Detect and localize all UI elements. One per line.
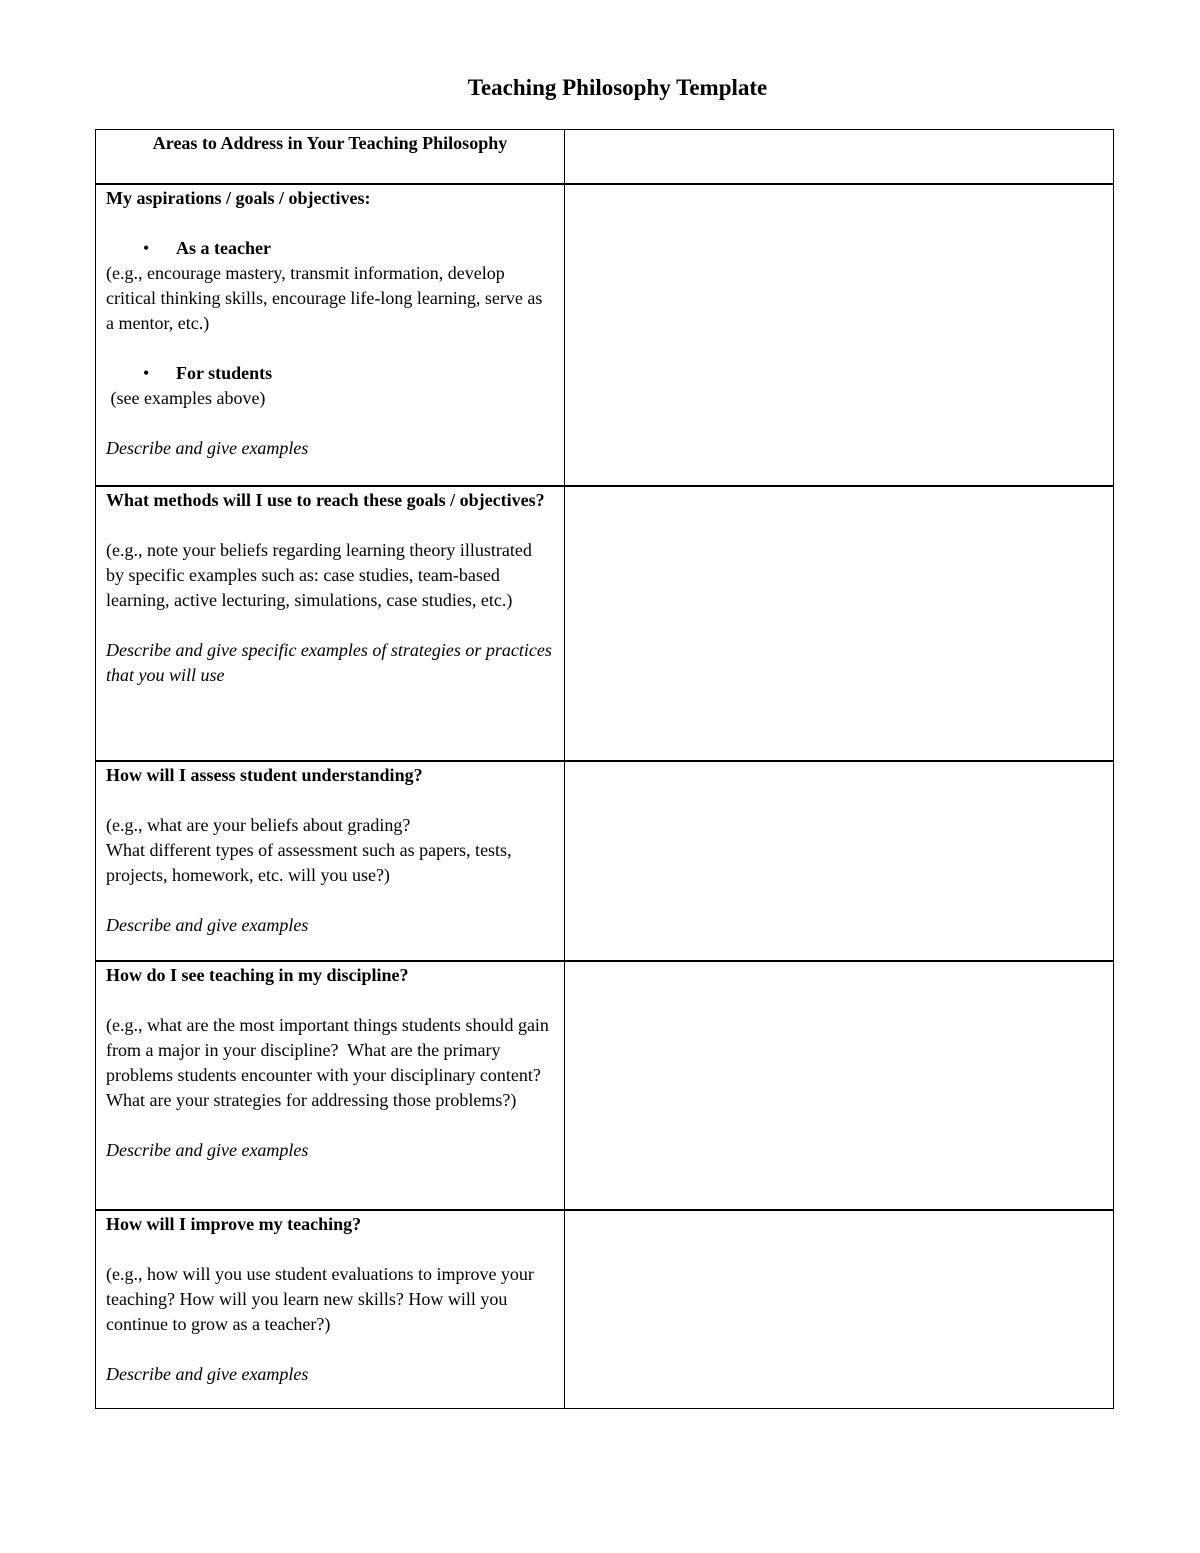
instruction-methods: Describe and give specific examples of strategies or practices that you will use <box>106 640 552 685</box>
answer-area[interactable] <box>565 185 1113 485</box>
spacer <box>106 1113 554 1138</box>
header-answer-cell[interactable] <box>565 130 1114 185</box>
answer-area[interactable] <box>565 962 1113 1209</box>
example-as-a-teacher: (e.g., encourage mastery, transmit information, develop critical thinking skills, encourage life-long learning, serve as a mentor, etc.) <box>106 263 543 333</box>
spacer <box>106 336 554 361</box>
example-improve: (e.g., how will you use student evaluations to improve your teaching? How will you learn new skills? How will you continue to grow as a teacher?) <box>106 1264 534 1334</box>
bullet-icon: • <box>143 238 150 258</box>
spacer <box>106 211 554 236</box>
instruction-improve: Describe and give examples <box>106 1364 309 1384</box>
table-header-cell: Areas to Address in Your Teaching Philosophy <box>96 130 565 185</box>
spacer <box>106 411 554 436</box>
answer-cell-discipline[interactable] <box>565 961 1114 1210</box>
answer-cell-assessment[interactable] <box>565 761 1114 961</box>
spacer <box>106 888 554 913</box>
instruction-goals: Describe and give examples <box>106 438 309 458</box>
teaching-philosophy-table <box>95 129 1114 1409</box>
bullet-label: For students <box>176 363 273 383</box>
prompt-cell-methods <box>96 486 565 761</box>
answer-cell-goals[interactable] <box>565 184 1114 486</box>
question-discipline: How do I see teaching in my discipline? <box>106 965 409 985</box>
answer-area[interactable] <box>565 1211 1113 1408</box>
example-discipline: (e.g., what are the most important things students should gain from a major in your discipline? What are the primary problems students encounter with your disciplinary content? What are your strategies for addressing those problems?) <box>106 1015 554 1110</box>
spacer <box>106 1337 554 1362</box>
prompt-cell-assessment <box>96 761 565 961</box>
table-row <box>96 961 1114 1210</box>
spacer <box>106 1237 554 1262</box>
instruction-discipline: Describe and give examples <box>106 1140 309 1160</box>
page-title: Teaching Philosophy Template <box>467 75 768 100</box>
question-assessment: How will I assess student understanding? <box>106 765 423 785</box>
bullet-for-students <box>106 361 554 386</box>
prompt-cell-goals <box>96 184 565 486</box>
spacer <box>106 988 554 1013</box>
table-row <box>96 1210 1114 1409</box>
answer-area[interactable] <box>565 130 1113 183</box>
spacer <box>106 613 554 638</box>
spacer <box>106 788 554 813</box>
answer-area[interactable] <box>565 762 1113 960</box>
question-goals: My aspirations / goals / objectives: <box>106 188 371 208</box>
example-assessment-line2: What different types of assessment such as papers, tests, projects, homework, etc. will you use?) <box>106 840 512 885</box>
example-for-students: (see examples above) <box>106 388 266 408</box>
table-row <box>96 486 1114 761</box>
question-improve: How will I improve my teaching? <box>106 1214 362 1234</box>
spacer <box>106 513 554 538</box>
answer-cell-improve[interactable] <box>565 1210 1114 1409</box>
instruction-assessment: Describe and give examples <box>106 915 309 935</box>
question-methods: What methods will I use to reach these goals / objectives? <box>106 490 545 510</box>
bullet-icon: • <box>143 363 150 383</box>
bullet-as-a-teacher <box>106 236 554 261</box>
table-header-row <box>96 130 1114 185</box>
answer-area[interactable] <box>565 487 1113 760</box>
bullet-label: As a teacher <box>176 238 271 258</box>
example-assessment-line1: (e.g., what are your beliefs about grading? <box>106 815 411 835</box>
table-row <box>96 761 1114 961</box>
prompt-cell-discipline <box>96 961 565 1210</box>
prompt-cell-improve <box>96 1210 565 1409</box>
answer-cell-methods[interactable] <box>565 486 1114 761</box>
table-row <box>96 184 1114 486</box>
example-methods: (e.g., note your beliefs regarding learning theory illustrated by specific examples such as: case studies, team-based learning, active lecturing, simulations, case studies, etc.) <box>106 540 532 610</box>
